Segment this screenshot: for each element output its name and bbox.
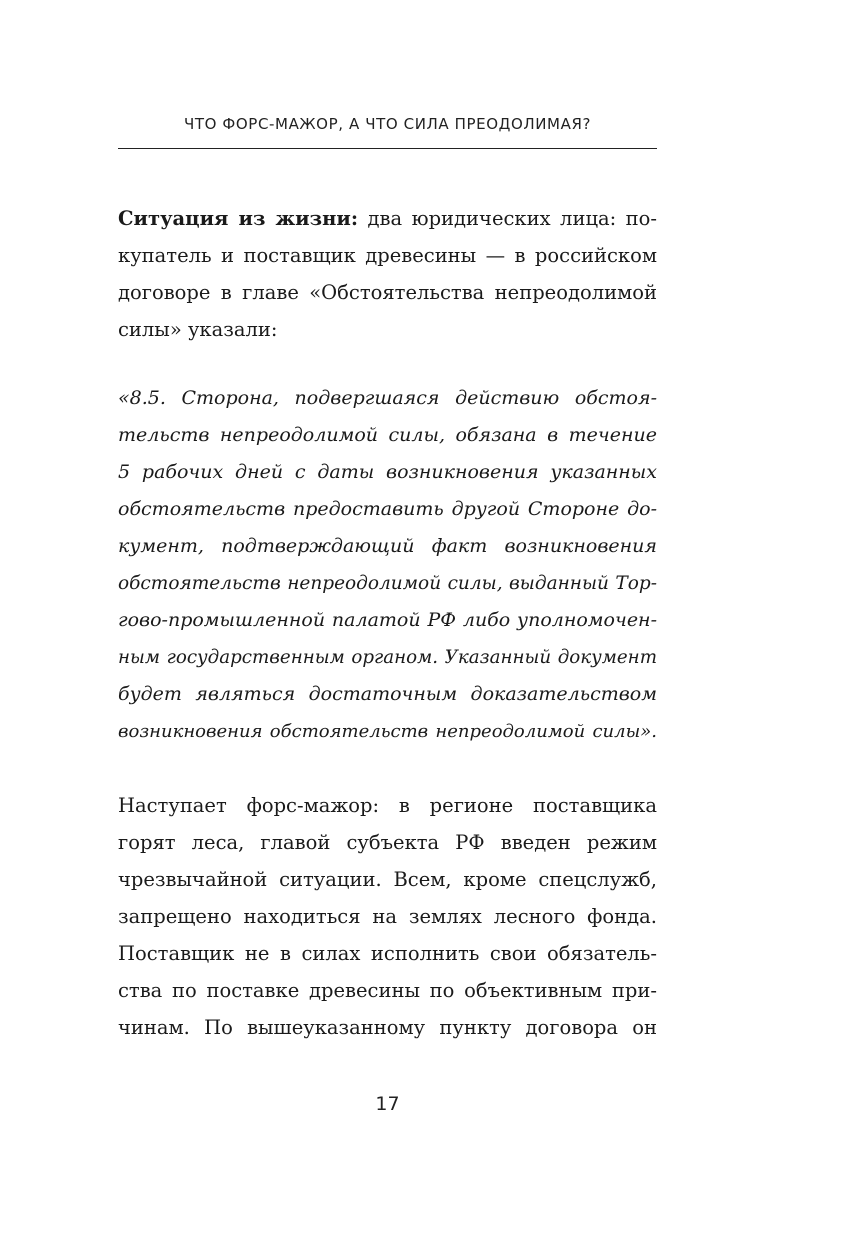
quote-line: кумент, подтверждающий факт возникновения [118, 535, 657, 557]
quote-line: обстоятельств предоставить другой Стороне до- [118, 498, 657, 520]
quote-line: «8.5. Сторона, подвергшаяся действию обстоя- [118, 387, 657, 409]
text-line: купатель и поставщик древесины — в российском [118, 244, 657, 267]
text-line: чрезвычайной ситуации. Всем, кроме спецслужб, [118, 868, 657, 891]
quote-line: 5 рабочих дней с даты возникновения указанных [118, 461, 657, 483]
header-rule [118, 148, 657, 149]
situation-lead: Ситуация из жизни: [118, 207, 359, 230]
contract-clause-quote [118, 380, 657, 750]
text-line: ства по поставке древесины по объективным при- [118, 979, 657, 1002]
quote-line: возникновения обстоятельств непреодолимой силы». [118, 721, 657, 742]
text-line: Поставщик не в силах исполнить свои обязатель- [118, 942, 657, 965]
quote-line: ным государственным органом. Указанный документ [118, 647, 657, 668]
quote-line: обстоятельств непреодолимой силы, выданный Тор- [118, 573, 657, 594]
text-line: чинам. По вышеуказанному пункту договора он [118, 1016, 657, 1039]
quote-line: будет являться достаточным доказательством [118, 683, 657, 705]
quote-line: гово-промышленной палатой РФ либо уполномочен- [118, 609, 657, 631]
page-number: 17 [375, 1093, 400, 1115]
text-line: Наступает форс-мажор: в регионе поставщика [118, 794, 657, 817]
text-line: запрещено находиться на землях лесного фонда. [118, 905, 657, 928]
text-line [118, 200, 657, 237]
text-line-rest: два юридических лица: по- [358, 207, 657, 230]
text-line: договоре в главе «Обстоятельства непреодолимой [118, 281, 657, 304]
text-line: силы» указали: [118, 318, 278, 341]
paragraph-situation [118, 200, 657, 348]
quote-line: тельств непреодолимой силы, обязана в течение [118, 424, 657, 446]
running-head: ЧТО ФОРС-МАЖОР, А ЧТО СИЛА ПРЕОДОЛИМАЯ? [183, 115, 592, 133]
text-line: горят леса, главой субъекта РФ введен режим [118, 831, 657, 854]
paragraph-force-majeure [118, 787, 657, 1046]
